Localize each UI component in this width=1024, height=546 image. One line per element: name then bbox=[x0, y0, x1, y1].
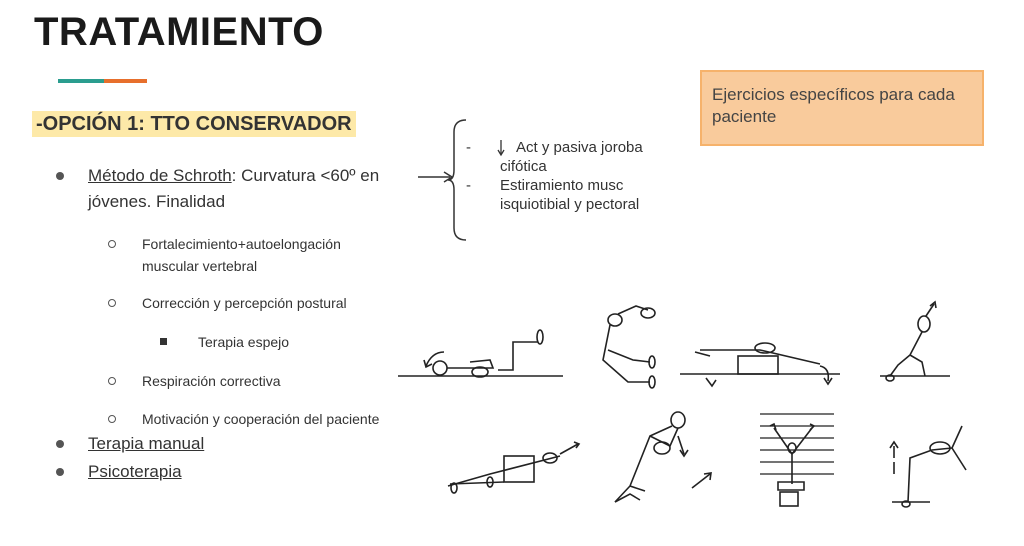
sub-item-line1: Fortalecimiento+autoelongación bbox=[142, 236, 341, 252]
bullet-dot bbox=[56, 172, 64, 180]
brace-item-1-line2: cifótica bbox=[500, 158, 547, 175]
option-heading: -OPCIÓN 1: TTO CONSERVADOR bbox=[32, 111, 356, 137]
curly-brace bbox=[448, 118, 468, 242]
dash-marker: - bbox=[466, 177, 471, 194]
brace-item-1 bbox=[466, 138, 643, 176]
exercise-figure-1 bbox=[398, 322, 563, 392]
brace-list bbox=[466, 138, 643, 214]
exercise-figure-5 bbox=[440, 434, 585, 498]
brace-item-2-line2: isquiotibial y pectoral bbox=[500, 196, 640, 213]
exercise-figure-3 bbox=[680, 326, 840, 394]
psicoterapia-link[interactable]: Psicoterapia bbox=[88, 462, 182, 481]
schroth-bullet bbox=[88, 163, 379, 215]
sub-item-line1: Motivación y cooperación del paciente bbox=[142, 411, 380, 427]
brace-item-2 bbox=[466, 176, 643, 214]
sub-item-2 bbox=[142, 292, 347, 314]
exercise-figure-8 bbox=[880, 418, 970, 514]
sub-item-4 bbox=[142, 408, 379, 430]
bullet-ring bbox=[108, 240, 116, 248]
schroth-text: : Curvatura <60º en bbox=[231, 166, 380, 185]
note-box: Ejercicios específicos para cada paciente bbox=[700, 70, 984, 146]
bullet-terapia-manual bbox=[88, 431, 204, 457]
accent-bar-teal bbox=[58, 79, 104, 83]
dash-marker: - bbox=[466, 139, 471, 156]
bullet-psicoterapia bbox=[88, 459, 182, 485]
terapia-manual-link[interactable]: Terapia manual bbox=[88, 434, 205, 453]
sub-sub-item-label: Terapia espejo bbox=[198, 334, 290, 350]
exercise-figure-7 bbox=[752, 404, 834, 510]
bullet-square bbox=[160, 338, 167, 345]
bullet-ring bbox=[108, 299, 116, 307]
sub-item-line2: muscular vertebral bbox=[142, 258, 258, 274]
brace-item-2-line1: Estiramiento musc bbox=[500, 177, 624, 194]
exercise-figure-6 bbox=[610, 406, 725, 512]
down-arrow-icon bbox=[496, 139, 506, 157]
sub-item-1 bbox=[142, 233, 341, 277]
sub-item-line1: Respiración correctiva bbox=[142, 373, 281, 389]
exercise-figure-4 bbox=[880, 300, 950, 392]
bullet-ring bbox=[108, 415, 116, 423]
brace-item-1-line1: Act y pasiva joroba bbox=[516, 139, 643, 156]
bullet-ring bbox=[108, 377, 116, 385]
schroth-text-line2: jóvenes. Finalidad bbox=[88, 192, 226, 211]
slide-title: TRATAMIENTO bbox=[34, 10, 324, 54]
sub-sub-item bbox=[198, 331, 289, 353]
exercise-figure-2 bbox=[588, 300, 668, 392]
sub-item-line1: Corrección y percepción postural bbox=[142, 295, 347, 311]
bullet-dot bbox=[56, 440, 64, 448]
accent-bar-orange bbox=[104, 79, 147, 83]
sub-item-3 bbox=[142, 370, 281, 392]
bullet-dot bbox=[56, 468, 64, 476]
schroth-link[interactable]: Método de Schroth bbox=[88, 166, 232, 185]
